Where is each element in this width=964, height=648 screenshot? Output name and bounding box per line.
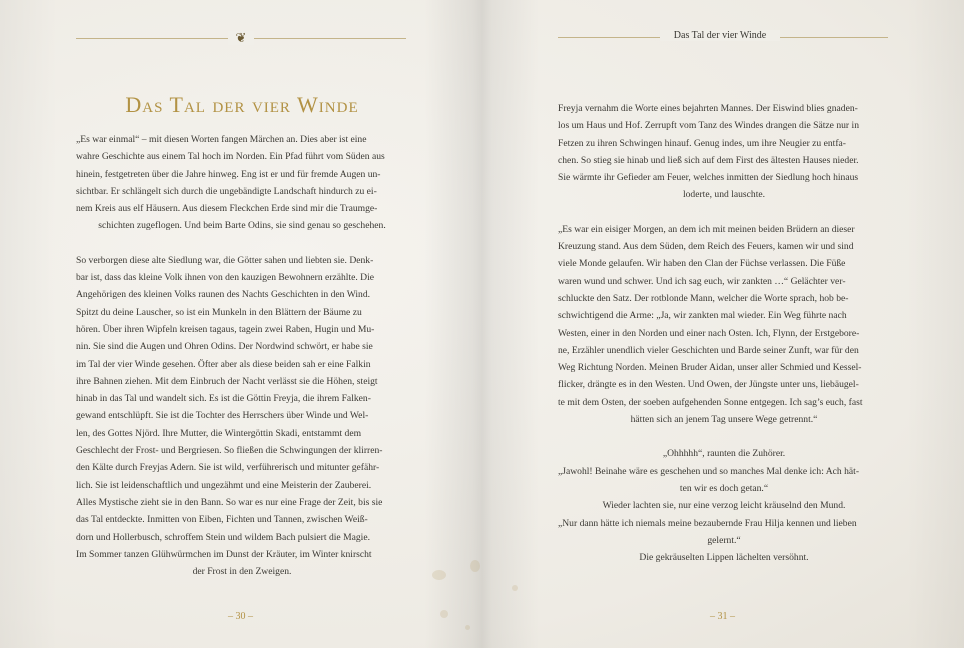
text-line: Angehörigen des kleinen Volks raunen des Nachts Geschichten in den Wind.	[76, 289, 371, 301]
text-line: lich. Sie ist leidenschaftlich und ungezähmt und eine Meisterin der Zauberei.	[76, 479, 372, 491]
text-line: Alles Mystische zieht sie in den Bann. So war es nur eine Frage der Zeit, bis sie	[76, 496, 383, 508]
text-line: len, des Gottes Njörd. Ihre Mutter, die Wintergöttin Skadi, entstammt dem	[76, 427, 362, 439]
text-line: Sie wärmte ihr Gefieder am Feuer, welches inmitten der Siedlung hoch hinaus	[558, 172, 859, 184]
page-number-right: – 31 –	[710, 611, 735, 622]
text-line: waren wund und schwer. Und ich sag euch, wir zankten …“ Gelächter ver-	[558, 275, 846, 287]
text-line: hören. Über ihren Wipfeln kreisen tagaus, tagein zwei Raben, Hugin und Mu-	[76, 323, 375, 335]
text-line: Geschlecht der Frost- und Bergriesen. So fließen die Schwingungen der klirren-	[76, 445, 383, 457]
paper-stain	[440, 610, 448, 618]
text-line: gewand entschlüpft. Sie ist die Tochter des Herrschers über Winde und Wel-	[76, 410, 369, 422]
dialogue-line: Die gekräuselten Lippen lächelten versöhnt.	[639, 552, 809, 564]
text-line: im Tal der vier Winde gesehen. Öfter aber als diese beiden sah er eine Falkin	[76, 358, 371, 370]
text-line-last: der Frost in den Zweigen.	[192, 566, 292, 578]
paper-stain	[470, 560, 480, 572]
text-line: chen. So stieg sie hinab und ließ sich auf dem First des ältesten Hauses nieder.	[558, 154, 859, 166]
text-line: ne, Erzähler unendlich vieler Geschichten und Barde seiner Zunft, war für den	[558, 344, 859, 356]
dialogue-line: „Ohhhhh“, raunten die Zuhörer.	[662, 448, 786, 460]
text-line: Weg Richtung Norden. Meinen Bruder Aidan, unser aller Schmied und Kessel-	[558, 362, 862, 374]
right-page	[482, 0, 964, 648]
dialogue-line: Wieder lachten sie, nur eine verzog leicht kräuselnd den Mund.	[602, 500, 846, 512]
running-head: Das Tal der vier Winde	[660, 30, 780, 41]
text-line: nem Kreis aus elf Häusern. Aus diesem Fleckchen Erde sind mir die Traumge-	[76, 203, 378, 215]
text-line: Fetzen zu ihren Schwingen hinauf. Genug indes, um ihre Neugier zu entfa-	[558, 137, 846, 149]
right-body-text	[558, 100, 890, 566]
text-line: Im Sommer tanzen Glühwürmchen im Dunst der Kräuter, im Winter knirscht	[76, 548, 372, 560]
text-line: hinein, festgetreten über die Jahre hinweg. Eng ist er und für fremde Augen un-	[76, 168, 381, 180]
paper-stain	[432, 570, 446, 580]
text-line: Freyja vernahm die Worte eines bejahrten Mannes. Der Eiswind blies gnaden-	[558, 103, 858, 114]
text-line: nin. Sie sind die Augen und Ohren Odins. Der Nordwind schwört, er habe sie	[76, 341, 373, 353]
dialogue-line: „Nur dann hätte ich niemals meine bezaubernde Frau Hilja kennen und lieben	[558, 517, 857, 529]
dialogue-line: „Jawohl! Beinahe wäre es geschehen und so manches Mal denke ich: Ach hät-	[558, 465, 860, 477]
text-line-last: loderte, und lauschte.	[682, 189, 766, 201]
paragraph-1	[558, 100, 890, 204]
text-line: viele Monde gelaufen. Wir haben den Clan der Füchse verlassen. Die Füße	[558, 258, 846, 270]
paragraph-2	[76, 252, 408, 581]
paragraph-2	[558, 221, 890, 429]
text-line: „Es war ein eisiger Morgen, an dem ich mit meinen beiden Brüdern an dieser	[558, 223, 855, 235]
left-body-text	[76, 131, 408, 580]
text-line: flicker, drängte es in den Westen. Und Owen, der Jüngste unter uns, liebäugel-	[558, 379, 859, 391]
paper-stain	[465, 625, 470, 630]
text-line: te mit dem Osten, der soeben aufgehenden Sonne entgegen. Ich sag’s euch, fast	[558, 396, 863, 408]
text-line: Spitzt du deine Lauscher, so ist ein Munkeln in den Blättern der Bäume zu	[76, 306, 362, 318]
paragraph-1	[76, 131, 408, 235]
text-line: hinab in das Tal und wandelt sich. Es ist die Göttin Freyja, die ihrem Falken-	[76, 393, 371, 405]
text-line: Westen, einer in den Norden und einer nach Osten. Ich, Flynn, der Erstgebore-	[558, 327, 860, 339]
dialogue-line: gelernt.“	[707, 534, 741, 546]
text-line-last: hätten sich an jenem Tag unsere Wege getrennt.“	[630, 414, 818, 426]
text-line: ihre Bahnen ziehen. Mit dem Einbruch der Nacht verlässt sie die Höhen, steigt	[76, 375, 378, 387]
paper-stain	[512, 585, 518, 591]
text-line: den Kälte durch Freyjas Adern. Sie ist wild, verführerisch und mitunter gefähr-	[76, 462, 380, 474]
dialogue-line: ten wir es doch getan.“	[679, 482, 769, 494]
text-line: schwichtigend die Arme: „Ja, wir zankten mal wieder. Ein Weg führte nach	[558, 310, 847, 322]
text-line: Kreuzung stand. Aus dem Süden, dem Reich des Feuers, kamen wir und sind	[558, 241, 854, 253]
text-line-last: schichten zugeflogen. Und beim Barte Odins, sie sind genau so geschehen.	[98, 220, 386, 232]
page-number-left: – 30 –	[228, 611, 253, 622]
text-line: dorn und Hollerbusch, schroffem Stein und wildem Bach pulsiert die Magie.	[76, 531, 370, 543]
text-line: schluckte den Satz. Der rotblonde Mann, welcher die Worte sprach, hob be-	[558, 292, 849, 304]
text-line: los um Haus und Hof. Zerrupft vom Tanz des Windes drangen die Sätze nur in	[558, 120, 859, 132]
text-line: „Es war einmal“ – mit diesen Worten fangen Märchen an. Dies aber ist eine	[76, 134, 367, 145]
ornament-icon: ❦	[228, 31, 254, 45]
text-line: sichtbar. Er schlängelt sich durch die ungebändigte Landschaft hindurch zu ei-	[76, 185, 377, 197]
text-line: das Tal entdeckte. Inmitten von Eiben, Fichten und Tannen, zwischen Weiß-	[76, 514, 368, 526]
text-line: wahre Geschichte aus einem Tal hoch im Norden. Ein Pfad führt vom Süden aus	[76, 151, 385, 163]
text-line: So verborgen diese alte Siedlung war, die Götter sahen und liebten sie. Denk-	[76, 254, 374, 266]
text-line: bar ist, dass das kleine Volk ihnen von den kauzigen Bewohnern erzählte. Die	[76, 272, 375, 284]
chapter-title: Das Tal der vier Winde	[125, 92, 359, 117]
